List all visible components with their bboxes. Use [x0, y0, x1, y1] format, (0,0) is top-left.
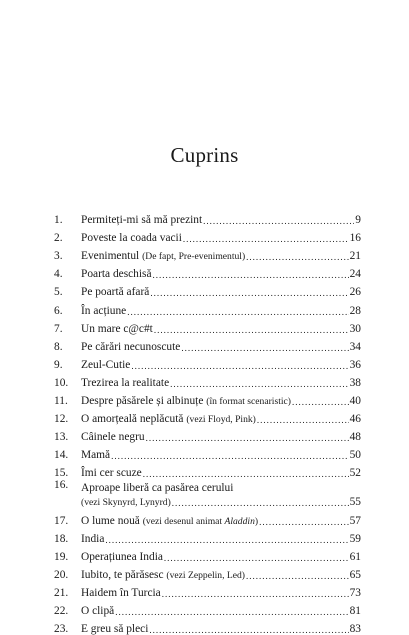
dot-leader [131, 361, 348, 371]
dot-leader [259, 517, 349, 527]
entry-title: Evenimentul (De fapt, Pre-evenimentul) [81, 250, 246, 263]
entry-title: Zeul-Cutie [81, 358, 131, 371]
dot-leader [154, 325, 349, 335]
entry-title: Operațiunea India [81, 550, 163, 563]
entry-note: (vezi Floyd, Pink) [186, 414, 256, 426]
entry-number: 15. [54, 467, 69, 480]
dot-leader [105, 535, 348, 545]
entry-title: Un mare c@c#t [81, 322, 153, 335]
toc-entry-23[interactable] [54, 617, 361, 635]
entry-number: 7. [54, 322, 63, 335]
entry-number: 3. [54, 250, 63, 263]
entry-title: O clipă [81, 604, 115, 617]
entry-note: (vezi Zeppelin, Led) [166, 569, 245, 581]
entry-page: 34 [349, 340, 361, 353]
toc-entry-14[interactable] [54, 443, 361, 461]
toc-entry-13[interactable] [54, 425, 361, 443]
entry-title: Poveste la coada vacii [81, 232, 182, 245]
toc-entry-6[interactable] [54, 298, 361, 316]
entry-page: 57 [349, 514, 361, 527]
dot-leader [203, 216, 354, 226]
toc-entry-7[interactable] [54, 317, 361, 335]
entry-number: 12. [54, 413, 69, 426]
entry-note: (vezi Skynyrd, Lynyrd) [81, 497, 171, 509]
dot-leader [143, 469, 349, 479]
entry-number: 23. [54, 623, 69, 635]
dot-leader [183, 234, 349, 244]
entry-number: 6. [54, 304, 63, 317]
entry-title: Pe cărări necunoscute [81, 340, 181, 353]
entry-note: (în format scenaristic) [206, 396, 291, 408]
entry-number: 2. [54, 232, 63, 245]
entry-number: 16. [54, 479, 69, 492]
entry-page: 52 [349, 467, 361, 480]
page-title: Cuprins [170, 143, 239, 167]
dot-leader [149, 625, 348, 635]
dot-leader [146, 433, 349, 443]
toc-entry-12[interactable] [54, 407, 361, 425]
entry-page: 16 [349, 232, 361, 245]
dot-leader [172, 498, 349, 508]
toc-entry-16[interactable] [54, 479, 361, 508]
entry-title: Îmi cer scuze [81, 467, 142, 480]
entry-page: 55 [349, 496, 361, 509]
entry-title: Aproape liberă ca pasărea cerului [81, 482, 234, 495]
dot-leader [162, 589, 349, 599]
entry-page: 26 [349, 286, 361, 299]
table-of-contents [54, 208, 361, 635]
entry-title: Pe poartă afară [81, 286, 150, 299]
dot-leader [257, 415, 349, 425]
entry-note: (vezi desenul animat Aladdin) [142, 515, 259, 527]
entry-page: 61 [349, 550, 361, 563]
entry-number: 14. [54, 449, 69, 462]
toc-entry-3[interactable] [54, 244, 361, 262]
entry-page: 36 [349, 358, 361, 371]
dot-leader [115, 607, 348, 617]
entry-page: 21 [349, 250, 361, 263]
entry-page: 30 [349, 322, 361, 335]
dot-leader [150, 288, 348, 298]
entry-page: 24 [349, 268, 361, 281]
dot-leader [181, 343, 348, 353]
entry-page: 48 [349, 431, 361, 444]
entry-number: 9. [54, 358, 63, 371]
entry-note: (De fapt, Pre-evenimentul) [142, 251, 246, 263]
entry-number: 20. [54, 568, 69, 581]
entry-page: 50 [349, 449, 361, 462]
entry-page: 81 [349, 604, 361, 617]
toc-entry-17[interactable] [54, 508, 361, 526]
entry-title: E greu să pleci [81, 623, 149, 635]
toc-entry-10[interactable] [54, 371, 361, 389]
toc-entry-9[interactable] [54, 353, 361, 371]
entry-title: O lume nouă (vezi desenul animat Aladdin) [81, 514, 259, 527]
toc-entry-22[interactable] [54, 599, 361, 617]
toc-entry-15[interactable] [54, 461, 361, 479]
entry-number: 8. [54, 340, 63, 353]
entry-title: Permiteți-mi să mă prezint [81, 214, 203, 227]
entry-number: 5. [54, 286, 63, 299]
entry-number: 17. [54, 514, 69, 527]
toc-entry-11[interactable] [54, 389, 361, 407]
entry-number: 11. [54, 395, 68, 408]
entry-title: În acțiune [81, 304, 127, 317]
entry-page: 59 [349, 532, 361, 545]
toc-entry-4[interactable] [54, 262, 361, 280]
entry-number: 4. [54, 268, 63, 281]
dot-leader [246, 571, 349, 581]
dot-leader [246, 252, 348, 262]
toc-entry-2[interactable] [54, 226, 361, 244]
entry-title: Haidem în Turcia [81, 586, 161, 599]
dot-leader [153, 270, 349, 280]
dot-leader [292, 397, 349, 407]
entry-page: 83 [349, 623, 361, 635]
toc-entry-18[interactable] [54, 527, 361, 545]
entry-number: 10. [54, 376, 69, 389]
entry-page: 9 [355, 214, 361, 227]
entry-number: 19. [54, 550, 69, 563]
toc-entry-19[interactable] [54, 545, 361, 563]
dot-leader [111, 451, 349, 461]
entry-title: Poarta deschisă [81, 268, 152, 281]
entry-number: 21. [54, 586, 69, 599]
entry-title: Iubito, te părăsesc (vezi Zeppelin, Led) [81, 568, 245, 581]
entry-page: 46 [349, 413, 361, 426]
toc-entry-20[interactable] [54, 563, 361, 581]
dot-leader [170, 379, 348, 389]
entry-page: 40 [349, 395, 361, 408]
entry-title: Mamă [81, 449, 111, 462]
entry-page: 65 [349, 568, 361, 581]
toc-entry-1[interactable] [54, 208, 361, 226]
entry-title: Despre păsărele și albinuțe (în format scenaristic) [81, 395, 291, 408]
entry-title: O amorțeală neplăcută (vezi Floyd, Pink) [81, 413, 256, 426]
entry-page: 38 [349, 376, 361, 389]
entry-number: 1. [54, 214, 63, 227]
entry-number: 13. [54, 431, 69, 444]
dot-leader [164, 553, 349, 563]
entry-page: 28 [349, 304, 361, 317]
entry-number: 18. [54, 532, 69, 545]
toc-entry-5[interactable] [54, 280, 361, 298]
toc-entry-21[interactable] [54, 581, 361, 599]
entry-title: Câinele negru [81, 431, 145, 444]
entry-page: 73 [349, 586, 361, 599]
dot-leader [127, 307, 348, 317]
entry-title: Trezirea la realitate [81, 376, 170, 389]
entry-title: India [81, 532, 105, 545]
toc-entry-8[interactable] [54, 335, 361, 353]
entry-number: 22. [54, 604, 69, 617]
